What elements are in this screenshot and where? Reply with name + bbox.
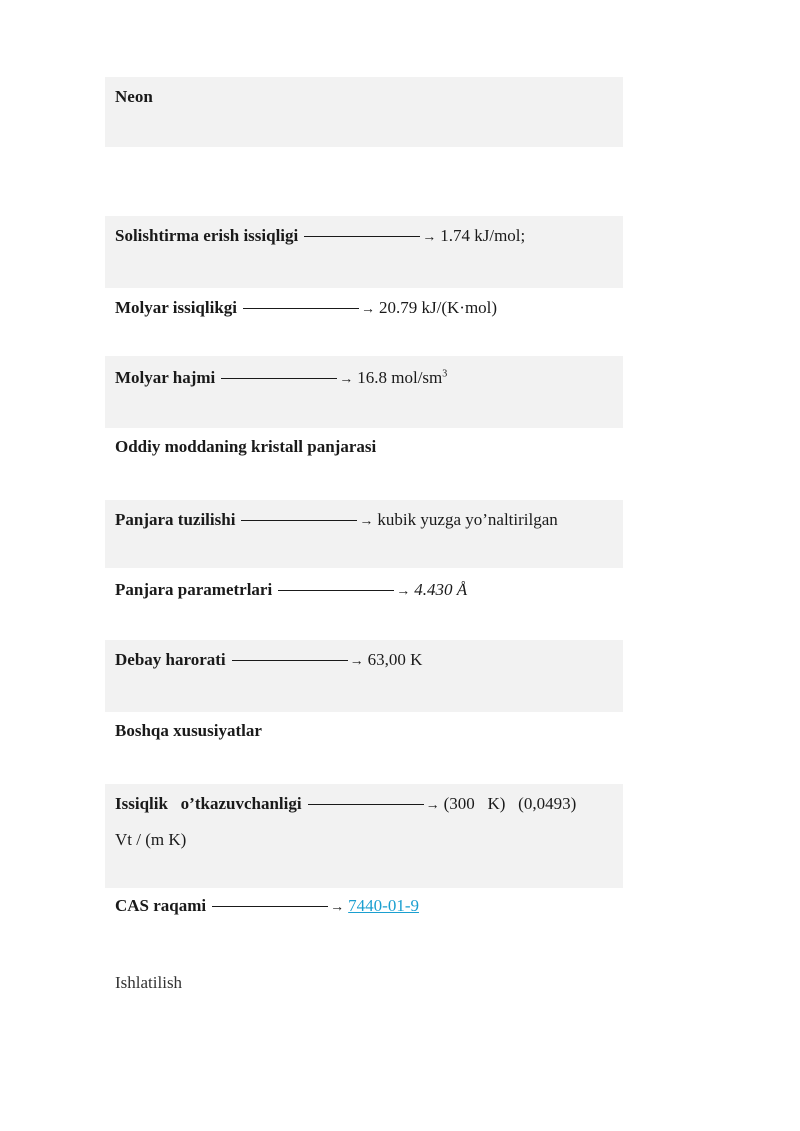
molar-heat-value: 20.79 kJ/(K·mol) — [379, 298, 498, 317]
lattice-params-value: 4.430 Å — [414, 580, 468, 599]
superscript: 3 — [442, 368, 448, 380]
arrow-line — [232, 660, 348, 661]
row-conductivity — [105, 784, 623, 888]
arrow-icon: → — [330, 900, 345, 915]
arrow-line — [221, 378, 337, 379]
arrow-line — [278, 590, 394, 591]
footer-section — [105, 966, 623, 1000]
row-lattice-params — [105, 570, 623, 638]
arrow-icon: → — [422, 230, 437, 245]
cas-label: CAS raqami — [115, 896, 207, 915]
conductivity-line — [115, 787, 613, 823]
lattice-params-label: Panjara parametrlari — [115, 580, 273, 599]
arrow-icon: → — [425, 798, 440, 813]
lattice-structure-value: kubik yuzga yo’naltirilgan — [377, 510, 558, 529]
conductivity-unit: Vt / (m K) — [115, 830, 187, 849]
arrow-icon: → — [361, 302, 376, 317]
arrow-line — [212, 906, 328, 907]
row-debye — [105, 640, 623, 712]
arrow-icon: → — [339, 372, 354, 387]
section-other-heading: Boshqa xususiyatlar — [115, 721, 262, 740]
row-cas — [105, 889, 623, 925]
section-crystal — [105, 430, 623, 498]
debye-value: 63,00 K — [367, 650, 423, 669]
debye-label: Debay harorati — [115, 650, 226, 669]
row-molar-heat — [105, 288, 623, 356]
conductivity-value: (300 K) (0,0493) — [443, 794, 577, 813]
molar-heat-label: Molyar issiqlikgi — [115, 298, 238, 317]
section-other — [105, 714, 623, 782]
conductivity-label: Issiqlik o’tkazuvchanligi — [115, 794, 302, 813]
cas-link[interactable]: 7440-01-9 — [348, 896, 419, 915]
arrow-line — [304, 236, 420, 237]
arrow-icon: → — [359, 514, 374, 529]
arrow-icon: → — [396, 584, 411, 599]
arrow-line — [241, 520, 357, 521]
arrow-icon: → — [349, 654, 364, 669]
footer-heading: Ishlatilish — [115, 973, 183, 992]
arrow-line — [308, 804, 424, 805]
page-title: Neon — [115, 87, 153, 106]
row-molar-volume — [105, 356, 623, 428]
section-crystal-heading: Oddiy moddaning kristall panjarasi — [115, 437, 377, 456]
row-lattice-structure — [105, 500, 623, 568]
arrow-line — [243, 308, 359, 309]
row-melting-heat — [105, 216, 623, 288]
molar-volume-label: Molyar hajmi — [115, 368, 216, 387]
melting-heat-value: 1.74 kJ/mol; — [440, 226, 526, 245]
title-block — [105, 77, 623, 147]
melting-heat-label: Solishtirma erish issiqligi — [115, 226, 299, 245]
lattice-structure-label: Panjara tuzilishi — [115, 510, 236, 529]
molar-volume-value: 16.8 mol/sm — [357, 368, 443, 387]
